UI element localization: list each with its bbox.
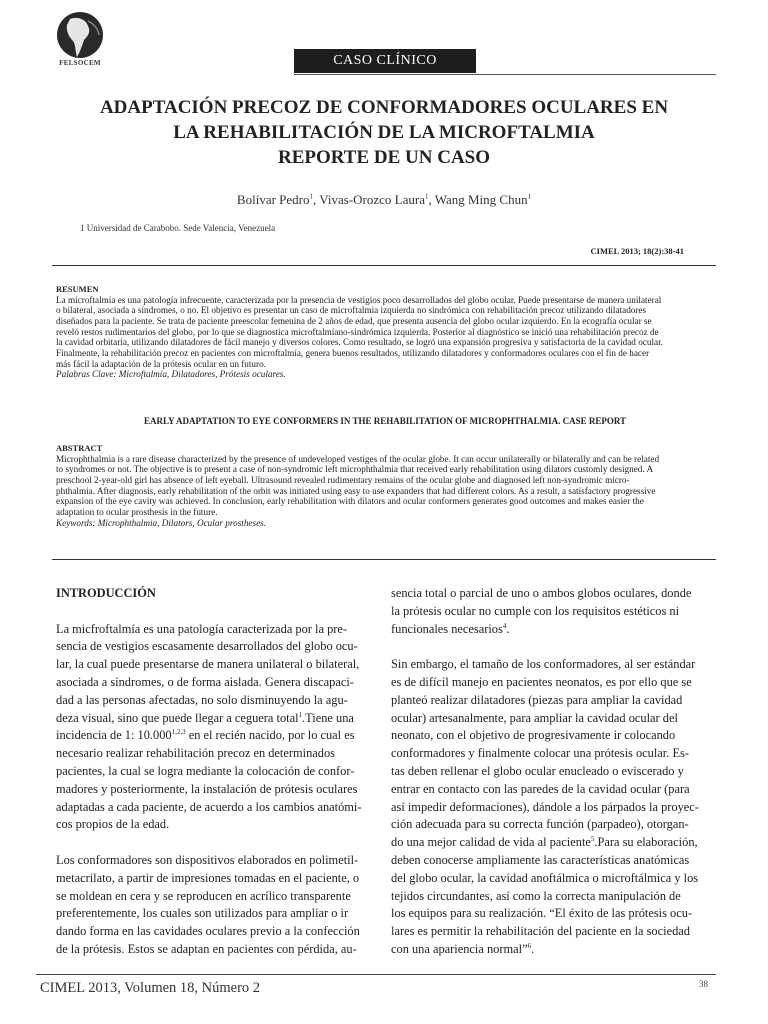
- author-affiliation-mark: 1: [309, 192, 313, 201]
- author-affiliation-mark: 1: [424, 192, 429, 201]
- resumen-heading: RESUMEN: [56, 284, 99, 294]
- body-line: con una apariencia normal”$^6$.: [391, 941, 535, 956]
- citation-mark: 1: [298, 710, 303, 719]
- title-line-2: LA REHABILITACIÓN DE LA MICROFTALMIA: [173, 122, 595, 143]
- title-line-3: REPORTE DE UN CASO: [277, 147, 491, 168]
- logo-label: FELSOCEM: [59, 59, 101, 67]
- body-line: la prótesis ocular no cumple con los requisitos estéticos ni: [391, 603, 680, 618]
- body-line: lares es permitir la rehabilitación del paciente en la sociedad: [391, 924, 690, 939]
- body-line: tejidos circundantes, así como la correcta manipulación de: [391, 888, 681, 903]
- header-divider: [294, 74, 716, 75]
- article-title: [40, 95, 728, 170]
- body-line: cos propios de la edad.: [56, 817, 170, 832]
- body-line: de la prótesis. Estos se adaptan en pacientes con pérdida, au-: [56, 941, 357, 956]
- body-column-right: [391, 585, 721, 959]
- body-line: Sin embargo, el tamaño de los conformadores, al ser estándar: [391, 657, 696, 672]
- abstract-keywords: Keywords: Microphthalmia, Dilators, Ocular prostheses.: [56, 517, 267, 528]
- body-line: se moldean en cera y se reproducen en acrílico transparente: [56, 888, 351, 903]
- resumen-block: [56, 284, 714, 380]
- body-line: ción adecuada para su correcta función (parpadeo), otorgan-: [391, 817, 689, 832]
- body-line: dad a las personas afectadas, no solo disminuyendo la agu-: [56, 692, 348, 707]
- resumen-line: o bilateral, asociada a síndromes, o no. El objetivo es presentar un caso de microftalmia izquierda no sindrómica con rehabilitación precoz utilizando dilatadores: [56, 305, 647, 316]
- body-line: deza visual, sino que puede llegar a ceguera total$^1$.Tiene una: [56, 710, 354, 725]
- author-list: Bolívar Pedro$^1$, Vivas-Orozco Laura$^1$, Wang Ming Chun$^1$: [236, 192, 532, 207]
- resumen-line: Finalmente, la rehabilitación precoz en pacientes con microftalmía, genera buenos resultados, utilizando dilatadores y conformadores oculares con el fin de hacer: [56, 347, 650, 358]
- citation-mark: 1,2,3: [171, 728, 186, 737]
- abstract-bottom-rule: [52, 559, 716, 560]
- abstract-line: to syndromes or not. The objective is to present a case of non-syndromic left microphthalmia that received early rehabilitation using dilators customly designed. A: [56, 464, 654, 475]
- body-line: neonato, con el objetivo de progresivamente ir colocando: [391, 728, 676, 743]
- body-line: entrar en contacto con las paredes de la cavidad ocular (para: [391, 781, 690, 796]
- abstract-line: preschool 2-year-old girl has absence of left eyeball. Ultrasound revealed rudimentary remains of the ocular globe and diagnosed left non-syndromic micro-: [56, 474, 630, 485]
- citation-mark: 6: [527, 941, 532, 950]
- resumen-keywords: Palabras Clave: Microftalmía, Dilatadores, Prótesis oculares.: [56, 369, 286, 380]
- body-line: adaptadas a cada paciente, de acuerdo a los cambios anatómi-: [56, 799, 362, 814]
- resumen-line: La microftalmía es una patología infrecuente, caracterizada por la presencia de vestigios poco desarrollados del globo ocular. Puede presentarse de manera unilateral: [56, 294, 662, 305]
- body-line: los equipos para su realización. “El éxito de las prótesis ocu-: [391, 906, 693, 921]
- citation-mark: 5: [590, 835, 595, 844]
- author-name: Bolívar Pedro: [236, 192, 310, 207]
- body-line: planteó realizar dilatadores (piezas para ampliar la cavidad: [391, 692, 683, 707]
- abstract-line: adaptation to ocular prosthesis in the future.: [56, 506, 218, 517]
- abstract-block: [56, 443, 714, 528]
- body-line: preferentemente, los cuales son utilizados para ampliar o ir: [56, 906, 349, 921]
- page-number: 38: [699, 979, 708, 989]
- body-line: dando forma en las cavidades oculares previo a la confección: [56, 924, 360, 939]
- intro-heading: INTRODUCCIÓN: [56, 586, 156, 600]
- abstract-heading: ABSTRACT: [56, 443, 103, 453]
- footer-journal: CIMEL 2013, Volumen 18, Número 2: [40, 980, 261, 996]
- abstract-top-rule: [52, 265, 716, 266]
- resumen-line: la cavidad orbitaria, utilizando dilatadores de fácil manejo y diversos colores. Como resultado, se logró una expansión progresiva y satisfactoria de la cavidad ocular.: [56, 337, 663, 348]
- abstract-line: phthalmia. After diagnosis, early rehabilitation of the orbit was initiated using easy to use expanders that had different colors. As a result, a satisfactory progressive: [56, 485, 656, 496]
- body-line: deben conocerse ampliamente las características anatómicas: [391, 852, 690, 867]
- body-column-left: [56, 585, 386, 959]
- body-line: asociada a síndromes, o de forma aislada. Genera discapaci-: [56, 674, 354, 689]
- body-line: Los conformadores son dispositivos elaborados en polimetil-: [56, 852, 359, 867]
- abstract-line: Microphthalmia is a rare disease characterized by the presence of undeveloped vestiges of the ocular globe. It can occur unilaterally or bilaterally and can be related: [56, 453, 660, 464]
- resumen-line: diseñados para la paciente. Se trata de paciente preescolar femenina de 2 años de edad, que presenta ausencia del globo ocular izquierdo. En la ecografía ocular se: [56, 315, 652, 326]
- author-name: Wang Ming Chun: [434, 192, 528, 207]
- resumen-line: reveló restos rudimentarios del globo, por lo que se diagnostica microftalmíano-sindrómica izquierda. Posterior al diagnóstico se inició una rehabilitación precoz de: [56, 326, 659, 337]
- footer-rule: [36, 974, 716, 975]
- english-title: EARLY ADAPTATION TO EYE CONFORMERS IN THE REHABILITATION OF MICROPHTHALMIA. CASE REPORT: [143, 416, 627, 426]
- body-line: La micfroftalmía es una patología caracterizada por la pre-: [56, 621, 348, 636]
- title-line-1: ADAPTACIÓN PRECOZ DE CONFORMADORES OCULARES EN: [99, 97, 669, 118]
- body-line: funcionales necesarios$^4$.: [391, 621, 510, 636]
- body-line: es de difícil manejo en pacientes neonatos, es por ello que se: [391, 674, 692, 689]
- abstract-line: expansion of the eye cavity was achieved. In conclusion, early rehabilitation with dilators and ocular conformers generates good outcomes and makes easier the: [56, 496, 644, 507]
- author-affiliation-mark: 1: [527, 192, 532, 201]
- body-line: tas deben rellenar el globo ocular enucleado o eviscerado y: [391, 763, 684, 778]
- body-line: del globo ocular, la cavidad anoftálmica o microftálmica y los: [391, 870, 699, 885]
- body-line: lar, la cual puede presentarse de manera unilateral o bilateral,: [56, 657, 360, 672]
- citation-mark: 4: [502, 621, 507, 630]
- body-line: madores y posteriormente, la instalación de prótesis oculares: [56, 781, 358, 796]
- citation: CIMEL 2013; 18(2):38-41: [590, 246, 684, 256]
- body-line: ocular) artesanalmente, para ampliar la cavidad ocular del: [391, 710, 678, 725]
- body-line: metacrilato, a partir de impresiones tomadas en el paciente, o: [56, 870, 360, 885]
- resumen-line: más fácil la adaptación de la prótesis ocular en un futuro.: [56, 358, 266, 369]
- affiliation: 1 Universidad de Carabobo. Sede Valencia, Venezuela: [80, 223, 276, 233]
- body-line: así impedir deformaciones), dándole a los párpados la proyec-: [391, 799, 699, 814]
- body-line: sencia total o parcial de uno o ambos globos oculares, donde: [391, 586, 692, 600]
- section-badge: CASO CLÍNICO: [294, 49, 476, 73]
- body-line: necesario realizar rehabilitación precoz en determinados: [56, 746, 335, 761]
- author-name: Vivas-Orozco Laura: [319, 192, 425, 207]
- body-line: conformadores y finalmente colocar una prótesis ocular. Es-: [391, 746, 689, 761]
- body-line: pacientes, la cual se logra mediante la colocación de confor-: [56, 763, 355, 778]
- body-line: sencia de vestigios escasamente desarrollados del globo ocu-: [56, 639, 358, 654]
- body-line: do una mejor calidad de vida al paciente$^5$.Para su elaboración,: [391, 835, 698, 850]
- body-line: incidencia de 1: 10.000$^{1,2,3}$ en el recién nacido, por lo cual es: [56, 728, 355, 743]
